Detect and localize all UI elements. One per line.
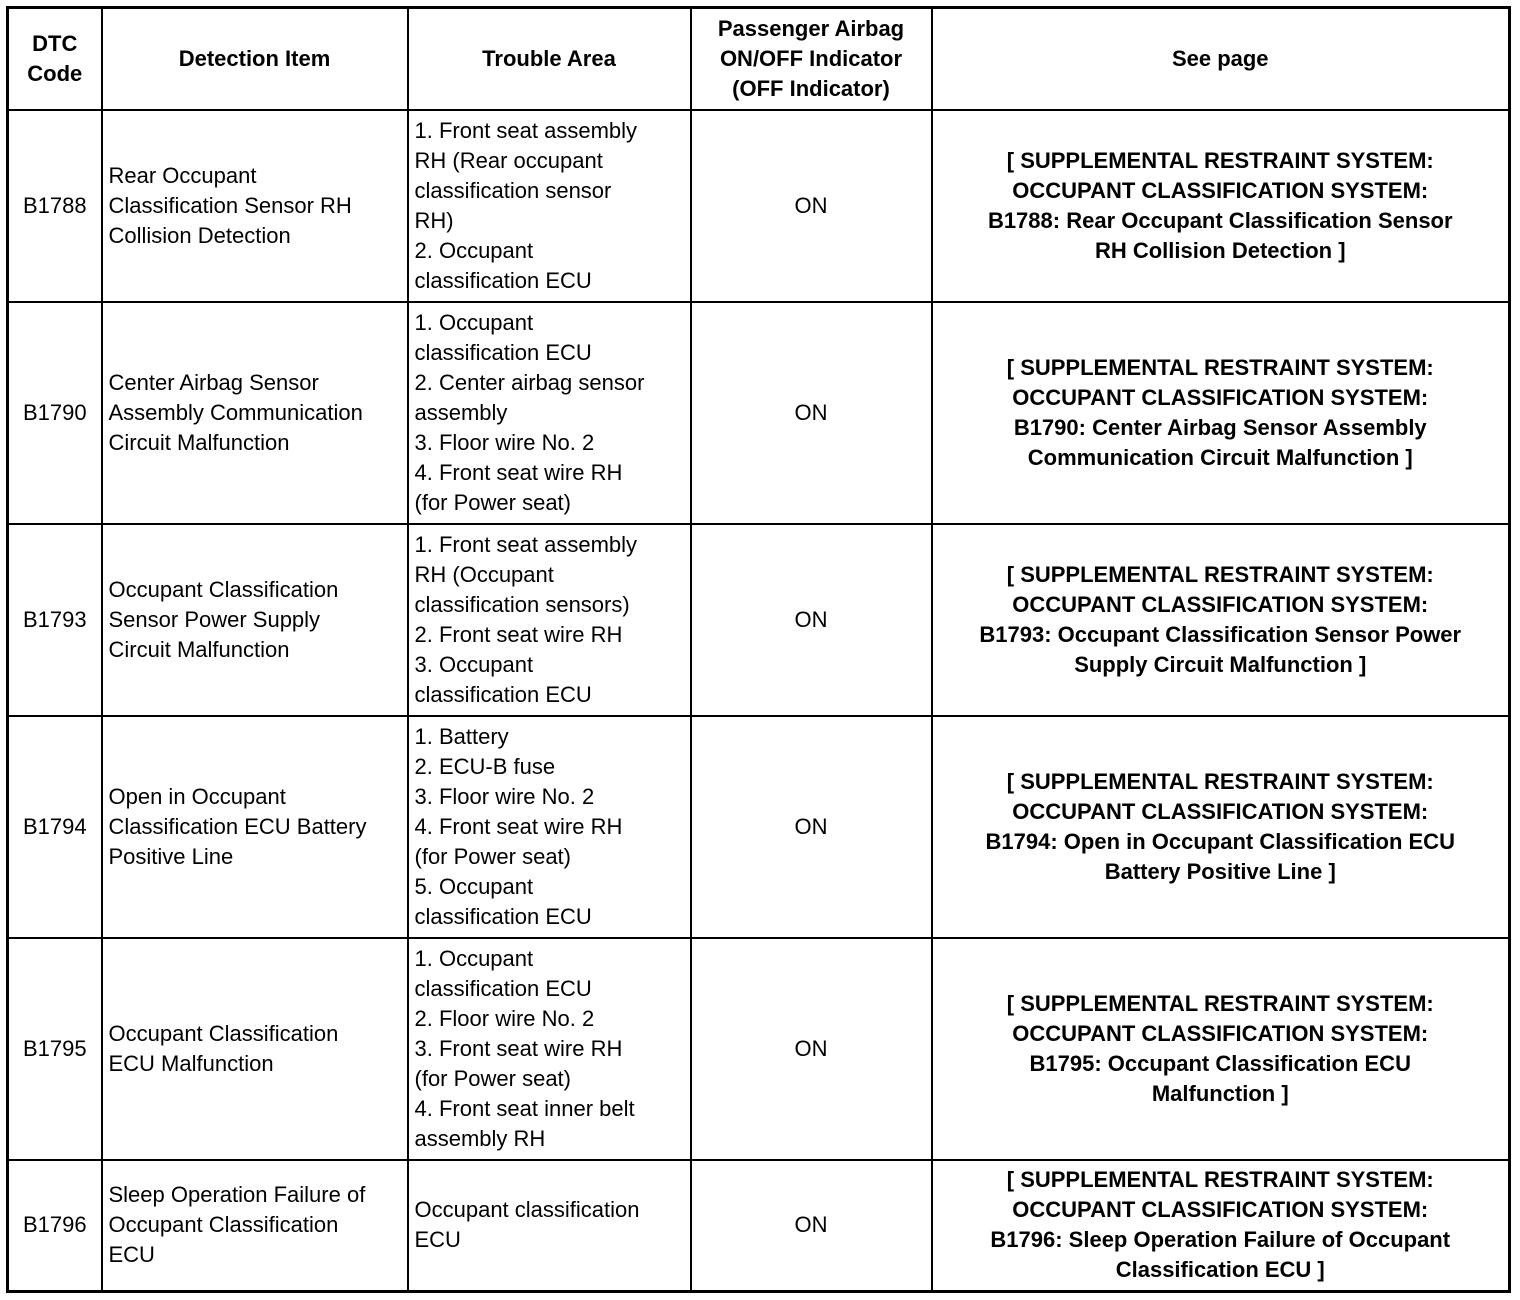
trouble-area-line: 4. Front seat wire RH	[414, 459, 623, 485]
dtc-code-cell: B1790	[8, 302, 102, 524]
detection-item-line: Occupant Classification	[108, 576, 339, 602]
see-page-cell	[932, 524, 1510, 716]
see-page-line: [ SUPPLEMENTAL RESTRAINT SYSTEM:	[1006, 147, 1434, 173]
trouble-area-line: assembly RH	[414, 1125, 546, 1151]
detection-item-line: Open in Occupant	[108, 783, 286, 809]
see-page-line: [ SUPPLEMENTAL RESTRAINT SYSTEM:	[1006, 1167, 1434, 1193]
trouble-area-cell	[408, 716, 691, 938]
detection-item-line: ECU Malfunction	[108, 1050, 274, 1076]
trouble-area-line: classification ECU	[414, 903, 592, 929]
see-page-line: B1795: Occupant Classification ECU	[1029, 1050, 1411, 1076]
trouble-area-line: RH (Rear occupant	[414, 147, 603, 173]
table-row	[8, 1160, 1510, 1292]
trouble-area-line: classification ECU	[414, 267, 592, 293]
see-page-line: Communication Circuit Malfunction ]	[1027, 444, 1413, 470]
header-row	[8, 8, 1510, 110]
detection-item-line: Positive Line	[108, 843, 234, 869]
trouble-area-line: 1. Occupant	[414, 309, 534, 335]
trouble-area-line: 2. Front seat wire RH	[414, 621, 623, 647]
detection-item-line: Rear Occupant	[108, 162, 257, 188]
detection-item-line: Classification ECU Battery	[108, 813, 367, 839]
header-trouble-area: Trouble Area	[408, 8, 691, 110]
trouble-area-cell	[408, 938, 691, 1160]
detection-item-line: Circuit Malfunction	[108, 429, 290, 455]
table-row	[8, 302, 1510, 524]
trouble-area-line: 3. Floor wire No. 2	[414, 783, 595, 809]
see-page-line: OCCUPANT CLASSIFICATION SYSTEM:	[1012, 798, 1429, 824]
see-page-line: OCCUPANT CLASSIFICATION SYSTEM:	[1012, 384, 1429, 410]
trouble-area-line: 4. Front seat inner belt	[414, 1095, 635, 1121]
table-body	[8, 110, 1510, 1292]
trouble-area-line: (for Power seat)	[414, 1065, 571, 1091]
see-page-line: [ SUPPLEMENTAL RESTRAINT SYSTEM:	[1006, 768, 1434, 794]
dtc-code-cell: B1794	[8, 716, 102, 938]
trouble-area-line: RH (Occupant	[414, 561, 554, 587]
detection-item-cell	[102, 938, 408, 1160]
detection-item-line: Occupant Classification	[108, 1020, 339, 1046]
trouble-area-line: (for Power seat)	[414, 489, 571, 515]
indicator-cell: ON	[691, 1160, 932, 1292]
see-page-line: OCCUPANT CLASSIFICATION SYSTEM:	[1012, 177, 1429, 203]
detection-item-cell	[102, 302, 408, 524]
trouble-area-line: RH)	[414, 207, 454, 233]
trouble-area-cell	[408, 302, 691, 524]
dtc-code-cell: B1788	[8, 110, 102, 302]
trouble-area-line: 4. Front seat wire RH	[414, 813, 623, 839]
see-page-line: B1796: Sleep Operation Failure of Occupant	[990, 1227, 1451, 1253]
trouble-area-line: classification ECU	[414, 975, 592, 1001]
see-page-line: B1793: Occupant Classification Sensor Power	[979, 621, 1462, 647]
see-page-line: OCCUPANT CLASSIFICATION SYSTEM:	[1012, 1197, 1429, 1223]
table-row	[8, 524, 1510, 716]
see-page-line: Malfunction ]	[1151, 1080, 1289, 1106]
trouble-area-line: 5. Occupant	[414, 873, 534, 899]
detection-item-line: Classification Sensor RH	[108, 192, 352, 218]
see-page-cell	[932, 302, 1510, 524]
trouble-area-line: (for Power seat)	[414, 843, 571, 869]
see-page-line: B1790: Center Airbag Sensor Assembly	[1013, 414, 1427, 440]
see-page-line: [ SUPPLEMENTAL RESTRAINT SYSTEM:	[1006, 354, 1434, 380]
see-page-cell	[932, 938, 1510, 1160]
detection-item-line: ECU	[108, 1242, 155, 1268]
header-indicator: Passenger Airbag ON/OFF Indicator (OFF Indicator)	[691, 8, 932, 110]
trouble-area-line: 1. Battery	[414, 723, 509, 749]
see-page-cell	[932, 716, 1510, 938]
see-page-line: OCCUPANT CLASSIFICATION SYSTEM:	[1012, 591, 1429, 617]
detection-item-line: Collision Detection	[108, 222, 291, 248]
trouble-area-line: classification sensors)	[414, 591, 630, 617]
header-dtc-code: DTC Code	[8, 8, 102, 110]
detection-item-cell	[102, 1160, 408, 1292]
see-page-line: RH Collision Detection ]	[1094, 237, 1346, 263]
see-page-cell	[932, 110, 1510, 302]
trouble-area-line: 3. Front seat wire RH	[414, 1035, 623, 1061]
detection-item-line: Occupant Classification	[108, 1212, 339, 1238]
trouble-area-line: 3. Occupant	[414, 651, 534, 677]
dtc-code-cell: B1795	[8, 938, 102, 1160]
trouble-area-line: 3. Floor wire No. 2	[414, 429, 595, 455]
detection-item-line: Sleep Operation Failure of	[108, 1182, 366, 1208]
trouble-area-line: 1. Occupant	[414, 945, 534, 971]
trouble-area-cell	[408, 524, 691, 716]
trouble-area-line: 1. Front seat assembly	[414, 531, 638, 557]
trouble-area-line: classification ECU	[414, 681, 592, 707]
detection-item-cell	[102, 110, 408, 302]
trouble-area-line: ECU	[414, 1227, 461, 1253]
table-row	[8, 716, 1510, 938]
trouble-area-line: 2. Occupant	[414, 237, 534, 263]
indicator-cell: ON	[691, 524, 932, 716]
detection-item-line: Center Airbag Sensor	[108, 369, 319, 395]
indicator-cell: ON	[691, 110, 932, 302]
detection-item-cell	[102, 524, 408, 716]
indicator-cell: ON	[691, 938, 932, 1160]
header-see-page: See page	[932, 8, 1510, 110]
see-page-line: [ SUPPLEMENTAL RESTRAINT SYSTEM:	[1006, 990, 1434, 1016]
trouble-area-line: 2. ECU-B fuse	[414, 753, 556, 779]
see-page-line: OCCUPANT CLASSIFICATION SYSTEM:	[1012, 1020, 1429, 1046]
trouble-area-line: Occupant classification	[414, 1197, 640, 1223]
header-detection-item: Detection Item	[102, 8, 408, 110]
trouble-area-line: 1. Front seat assembly	[414, 117, 638, 143]
trouble-area-line: assembly	[414, 399, 508, 425]
see-page-line: Classification ECU ]	[1115, 1257, 1325, 1283]
see-page-line: Battery Positive Line ]	[1104, 858, 1336, 884]
indicator-cell: ON	[691, 716, 932, 938]
detection-item-cell	[102, 716, 408, 938]
detection-item-line: Assembly Communication	[108, 399, 363, 425]
indicator-cell: ON	[691, 302, 932, 524]
see-page-line: B1794: Open in Occupant Classification ECU	[985, 828, 1455, 854]
trouble-area-line: classification sensor	[414, 177, 612, 203]
see-page-cell	[932, 1160, 1510, 1292]
see-page-line: Supply Circuit Malfunction ]	[1074, 651, 1367, 677]
dtc-table	[6, 6, 1511, 1293]
trouble-area-line: 2. Center airbag sensor	[414, 369, 645, 395]
trouble-area-line: classification ECU	[414, 339, 592, 365]
table-row	[8, 110, 1510, 302]
table-row	[8, 938, 1510, 1160]
trouble-area-cell	[408, 1160, 691, 1292]
trouble-area-cell	[408, 110, 691, 302]
dtc-code-cell: B1793	[8, 524, 102, 716]
see-page-line: [ SUPPLEMENTAL RESTRAINT SYSTEM:	[1006, 561, 1434, 587]
detection-item-line: Sensor Power Supply	[108, 606, 321, 632]
see-page-line: B1788: Rear Occupant Classification Sensor	[987, 207, 1453, 233]
detection-item-line: Circuit Malfunction	[108, 636, 290, 662]
trouble-area-line: 2. Floor wire No. 2	[414, 1005, 595, 1031]
dtc-code-cell: B1796	[8, 1160, 102, 1292]
